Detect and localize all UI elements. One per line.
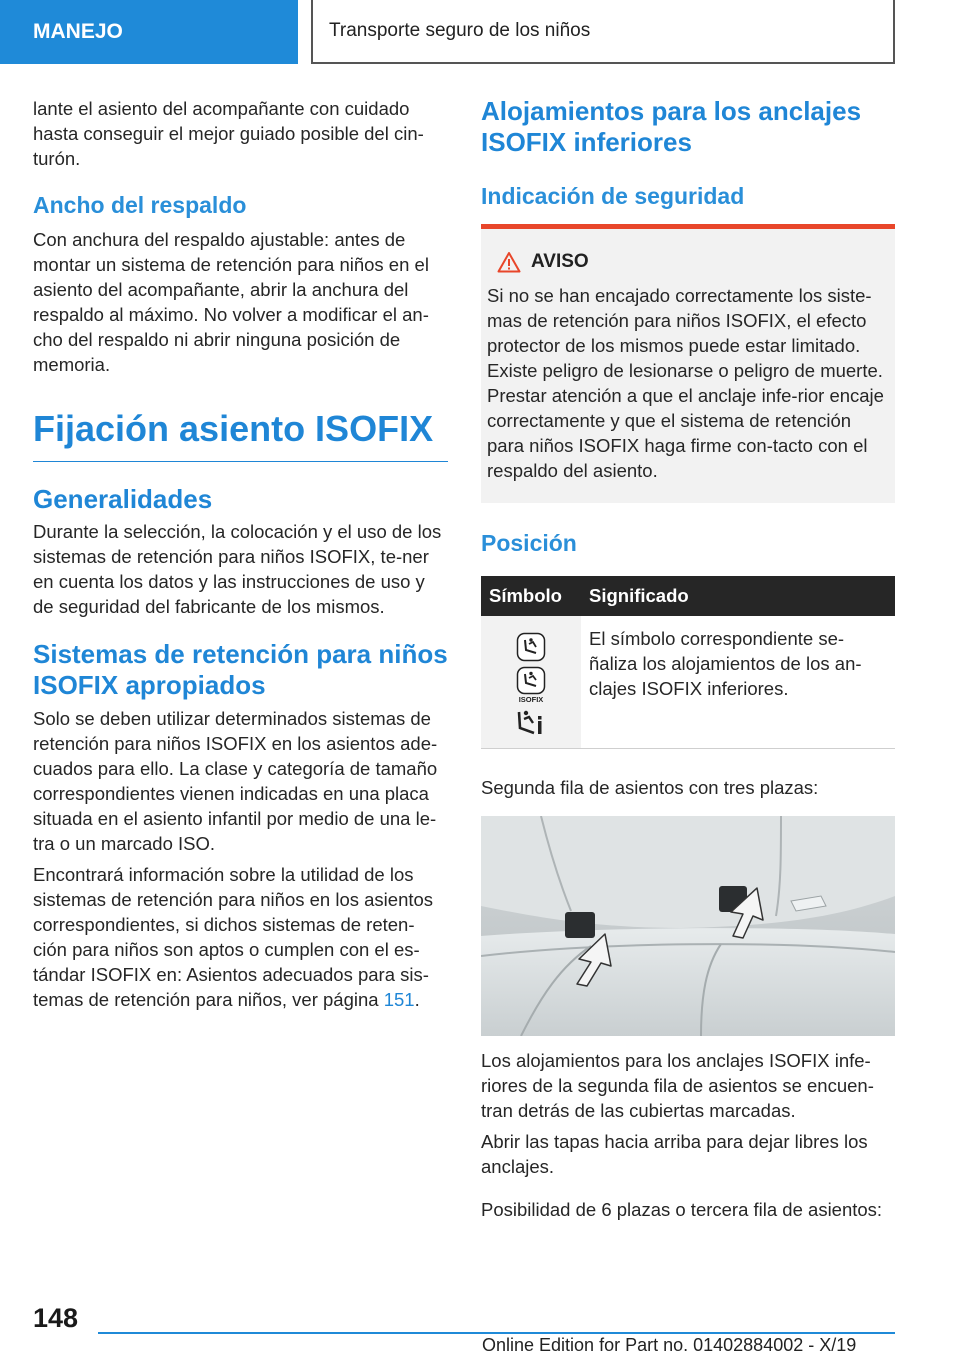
- section-tab: [0, 0, 298, 64]
- warning-text: Si no se han encajado correctamente los siste-mas de retención para niños ISOFIX, el efecto protector de los mismos puede estar limitado. Existe peligro de lesionarse o peligro de muerte. Prestar atención a que el anclaje infe-rior encaje correctamente y que el sistema de retención para niños ISOFIX haga firme con-tacto con el respaldo del asiento.: [487, 285, 884, 481]
- table-header-symbol: Símbolo: [481, 576, 581, 616]
- warning-title: AVISO: [531, 251, 589, 272]
- warning-header: [487, 251, 886, 273]
- posicion-heading: Posición: [481, 530, 577, 556]
- page-number: 148: [33, 1303, 79, 1333]
- table-row: [481, 616, 895, 749]
- footer-rule: [98, 1332, 895, 1334]
- meaning-cell: [581, 616, 895, 749]
- table-header-meaning: Significado: [581, 576, 895, 616]
- sistemas-paragraph-2: Encontrará información sobre la utilidad de los sistemas de retención para niños en los asientos correspondientes, si dichos sistemas de reten-ción para niños son aptos o cumplen con el es-tándar ISOFIX en: Asientos adecuados para sis-temas de retención para niños, ver página 151.: [33, 864, 434, 1010]
- segunda-fila-text: Segunda fila de asientos con tres plazas:: [481, 777, 819, 798]
- svg-text:ISOFIX: ISOFIX: [518, 695, 544, 704]
- warning-triangle-icon: [497, 251, 521, 273]
- warning-box: [481, 224, 895, 503]
- section-label: MANEJO: [33, 20, 123, 43]
- edition-text: Online Edition for Part no. 01402884002 - X/19: [482, 1335, 857, 1355]
- chapter-title: [311, 0, 895, 64]
- ancho-paragraph: Con anchura del respaldo ajustable: antes de montar un sistema de retención para niños en el asiento del acompañante, abrir la anchura del respaldo al máximo. No volver a modificar el an-cho del respaldo ni abrir ninguna posición de memoria.: [33, 229, 429, 375]
- isofix-child-seat-icon: [516, 632, 546, 662]
- posibilidad-text: Posibilidad de 6 plazas o tercera fila de asientos:: [481, 1199, 883, 1220]
- chapter-title-text: Transporte seguro de los niños: [329, 20, 591, 41]
- left-column: [33, 96, 448, 1018]
- right-column: [481, 96, 895, 1228]
- symbol-cell: [481, 616, 581, 749]
- intro-paragraph: lante el asiento del acompañante con cuidado hasta conseguir el mejor guiado posible del cin-turón.: [33, 98, 424, 169]
- meaning-text: El símbolo correspondiente se-ñaliza los alojamientos de los an-clajes ISOFIX inferiores.: [589, 628, 862, 699]
- page-link[interactable]: 151: [383, 989, 415, 1010]
- indicacion-heading: Indicación de seguridad: [481, 183, 745, 209]
- photo-caption-2: Abrir las tapas hacia arriba para dejar libres los anclajes.: [481, 1131, 868, 1177]
- isofix-label-icon: [516, 666, 546, 704]
- photo-caption-1: Los alojamientos para los anclajes ISOFIX infe-riores de la segunda fila de asientos se encuen-tran detrás de las cubiertas marcadas.: [481, 1050, 874, 1121]
- sistemas-heading: Sistemas de retención para niños ISOFIX apropiados: [33, 639, 448, 700]
- ancho-heading: Ancho del respaldo: [33, 192, 247, 218]
- sistemas-paragraph-1: Solo se deben utilizar determinados sistemas de retención para niños ISOFIX en los asientos ade-cuados para ello. La clase y categoría de tamaño correspondientes vienen indicadas en una placa situada en el asiento infantil por medio de una le-tra o un marcado ISO.: [33, 708, 438, 854]
- rear-seat-photo: [481, 816, 895, 1036]
- fijacion-heading: Fijación asiento ISOFIX: [33, 407, 448, 462]
- generalidades-heading: Generalidades: [33, 484, 213, 514]
- generalidades-paragraph: Durante la selección, la colocación y el uso de los sistemas de retención para niños ISOFIX, te-ner en cuenta los datos y las instrucciones de uso y de seguridad del fabricante de los mismos.: [33, 521, 442, 617]
- isofix-info-icon: [516, 708, 546, 738]
- alojamientos-heading: Alojamientos para los anclajes ISOFIX inferiores: [481, 96, 862, 157]
- symbol-table: [481, 576, 895, 749]
